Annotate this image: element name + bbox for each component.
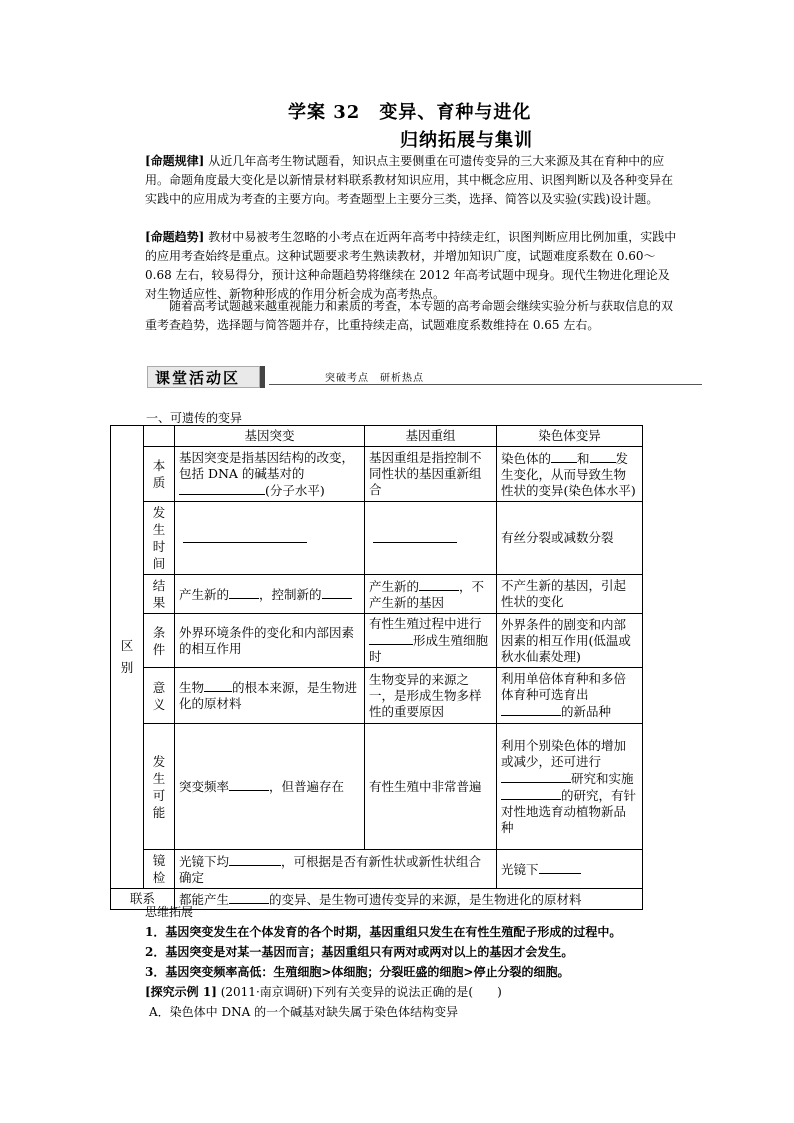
- result-recombination: 产生新的 ，不产生新的基因: [365, 575, 497, 614]
- fill-blank[interactable]: [590, 450, 616, 463]
- essence-gene-mutation: 基因突变是指基因结构的改变，包括 DNA 的碱基对的(分子水平): [175, 447, 365, 502]
- condition-recombination: 有性生殖过程中进行形成生殖细胞时: [365, 614, 497, 668]
- section-bar: [147, 365, 702, 389]
- page-title: 学案 32 变异、育种与进化: [288, 102, 532, 123]
- example-tag: [探究示例 1]: [145, 985, 217, 999]
- row-label-essence: 本质: [144, 447, 175, 502]
- fill-blank[interactable]: [369, 632, 413, 645]
- row-label-result: 结果: [144, 575, 175, 614]
- fill-blank[interactable]: [183, 530, 307, 543]
- fill-blank[interactable]: [229, 778, 269, 791]
- thinking-item-3: 3．基因突变频率高低：生殖细胞>体细胞；分裂旺盛的细胞>停止分裂的细胞。: [145, 965, 570, 979]
- header-empty: [144, 426, 175, 447]
- table-header-row: [111, 426, 643, 447]
- group-label: 区别: [120, 638, 134, 675]
- example-text: (2011·南京调研)下列有关变异的说法正确的是( ): [220, 985, 502, 999]
- row-label-possibility: 发生可能: [144, 724, 175, 850]
- table-row: [111, 575, 643, 614]
- significance-recombination: 生物变异的来源之一，是形成生物多样性的重要原因: [365, 668, 497, 724]
- possibility-gene-mutation: 突变频率 ，但普遍存在: [175, 724, 365, 850]
- table-row: [111, 850, 643, 889]
- intro-paragraph-2: [145, 228, 680, 304]
- intro-paragraph-3: [145, 297, 680, 335]
- significance-gene-mutation: 生物 的根本来源，是生物进化的原材料: [175, 668, 365, 724]
- relation-content: 都能产生 的变异、是生物可遗传变异的来源，是生物进化的原材料: [175, 889, 643, 910]
- section-heading: 一、可遗传的变异: [146, 411, 243, 425]
- fill-blank[interactable]: [419, 578, 459, 591]
- result-chromosome: 不产生新的基因，引起性状的变化: [497, 575, 643, 614]
- table-row: [111, 502, 643, 575]
- intro-text-1: 从近几年高考生物试题看，知识点主要侧重在可遗传变异的三大来源及其在育种中的应用。命题角度最大变化是以新情景材料联系教材知识应用，其中概念应用、识图判断以及各种变异在实践中的应用成为考查的主要方向。考查题型上主要分三类，选择、简答以及实验(实践)设计题。: [145, 154, 674, 206]
- thinking-section: [145, 902, 685, 1022]
- fill-blank[interactable]: [204, 679, 232, 692]
- header-gene-mutation: 基因突变: [175, 426, 365, 447]
- thinking-item-2: 2．基因突变是对某一基因而言；基因重组只有两对或两对以上的基因才会发生。: [145, 945, 574, 959]
- page-subtitle: 归纳拓展与集训: [400, 130, 533, 151]
- time-chromosome: 有丝分裂或减数分裂: [497, 502, 643, 575]
- intro-paragraph-1: [145, 152, 680, 209]
- example-option-a[interactable]: A．染色体中 DNA 的一个碱基对缺失属于染色体结构变异: [149, 1005, 459, 1019]
- significance-chromosome: 利用单倍体育种和多倍体育种可选育出的新品种: [497, 668, 643, 724]
- microscopy-mutation-recombination: 光镜下均 ，可根据是否有新性状或新性状组合确定: [175, 850, 497, 889]
- fill-blank[interactable]: [501, 770, 571, 783]
- section-bar-mark: [260, 366, 265, 388]
- section-bar-subtitle: 突破考点 研析热点: [325, 373, 424, 384]
- section-bar-title: 课堂活动区: [155, 369, 241, 387]
- fill-blank[interactable]: [551, 450, 577, 463]
- essence-recombination: 基因重组是指控制不同性状的基因重新组合: [365, 447, 497, 502]
- fill-blank[interactable]: [229, 853, 281, 866]
- possibility-chromosome: 利用个别染色体的增加或减少，还可进行研究和实施的研究，有针对性地选育动植物新品种: [497, 724, 643, 850]
- thinking-item-1: 1．基因突变发生在个体发育的各个时期，基因重组只发生在有性生殖配子形成的过程中。: [145, 925, 622, 939]
- fill-blank[interactable]: [501, 787, 561, 800]
- table-row: [111, 614, 643, 668]
- result-gene-mutation: 产生新的 ，控制新的: [175, 575, 365, 614]
- row-label-condition: 条件: [144, 614, 175, 668]
- header-gene-recombination: 基因重组: [365, 426, 497, 447]
- section-bar-line: [269, 384, 702, 385]
- intro-tag-1: [命题规律]: [145, 154, 205, 168]
- thinking-heading: 思维拓展: [145, 905, 194, 919]
- intro-text-2: 教材中易被考生忽略的小考点在近两年高考中持续走红，识图判断应用比例加重，实践中的应用考查始终是重点。这种试题要求考生熟读教材，并增加知识广度，试题难度系数在 0.60～0.68 左右，较易得分，预计这种命题趋势将继续在 2012 年高考试题中现身。现代生物进化理论及对生物适应性、新物种形成的作用分析会成为高考热点。: [145, 230, 677, 301]
- table-row: [111, 447, 643, 502]
- essence-chromosome: 染色体的 和 发生变化，从而导致生物性状的变异(染色体水平): [497, 447, 643, 502]
- table-row: [111, 724, 643, 850]
- header-chromosome-variation: 染色体变异: [497, 426, 643, 447]
- row-label-significance: 意义: [144, 668, 175, 724]
- fill-blank[interactable]: [322, 586, 352, 599]
- table-row: [111, 668, 643, 724]
- microscopy-chromosome: 光镜下: [497, 850, 643, 889]
- fill-blank[interactable]: [229, 586, 259, 599]
- group-label-cell: [111, 426, 144, 889]
- fill-blank[interactable]: [501, 703, 561, 716]
- fill-blank[interactable]: [373, 530, 457, 543]
- variation-table: [110, 425, 643, 910]
- intro-tag-2: [命题趋势]: [145, 230, 205, 244]
- example-line: [145, 982, 685, 1002]
- row-label-microscopy: 镜检: [144, 850, 175, 889]
- condition-chromosome: 外界条件的剧变和内部因素的相互作用(低温或秋水仙素处理): [497, 614, 643, 668]
- time-recombination: [365, 502, 497, 575]
- row-label-time: 发生时间: [144, 502, 175, 575]
- intro-text-3: 随着高考试题越来越重视能力和素质的考查，本专题的高考命题会继续实验分析与获取信息的双重考查趋势，选择题与简答题并存，比重持续走高，试题难度系数维持在 0.65 左右。: [145, 299, 674, 332]
- condition-gene-mutation: 外界环境条件的变化和内部因素的相互作用: [175, 614, 365, 668]
- fill-blank[interactable]: [539, 861, 581, 874]
- time-gene-mutation: [175, 502, 365, 575]
- fill-blank[interactable]: [179, 482, 265, 495]
- possibility-recombination: 有性生殖中非常普遍: [365, 724, 497, 850]
- row-label-relation: 联系: [111, 889, 175, 910]
